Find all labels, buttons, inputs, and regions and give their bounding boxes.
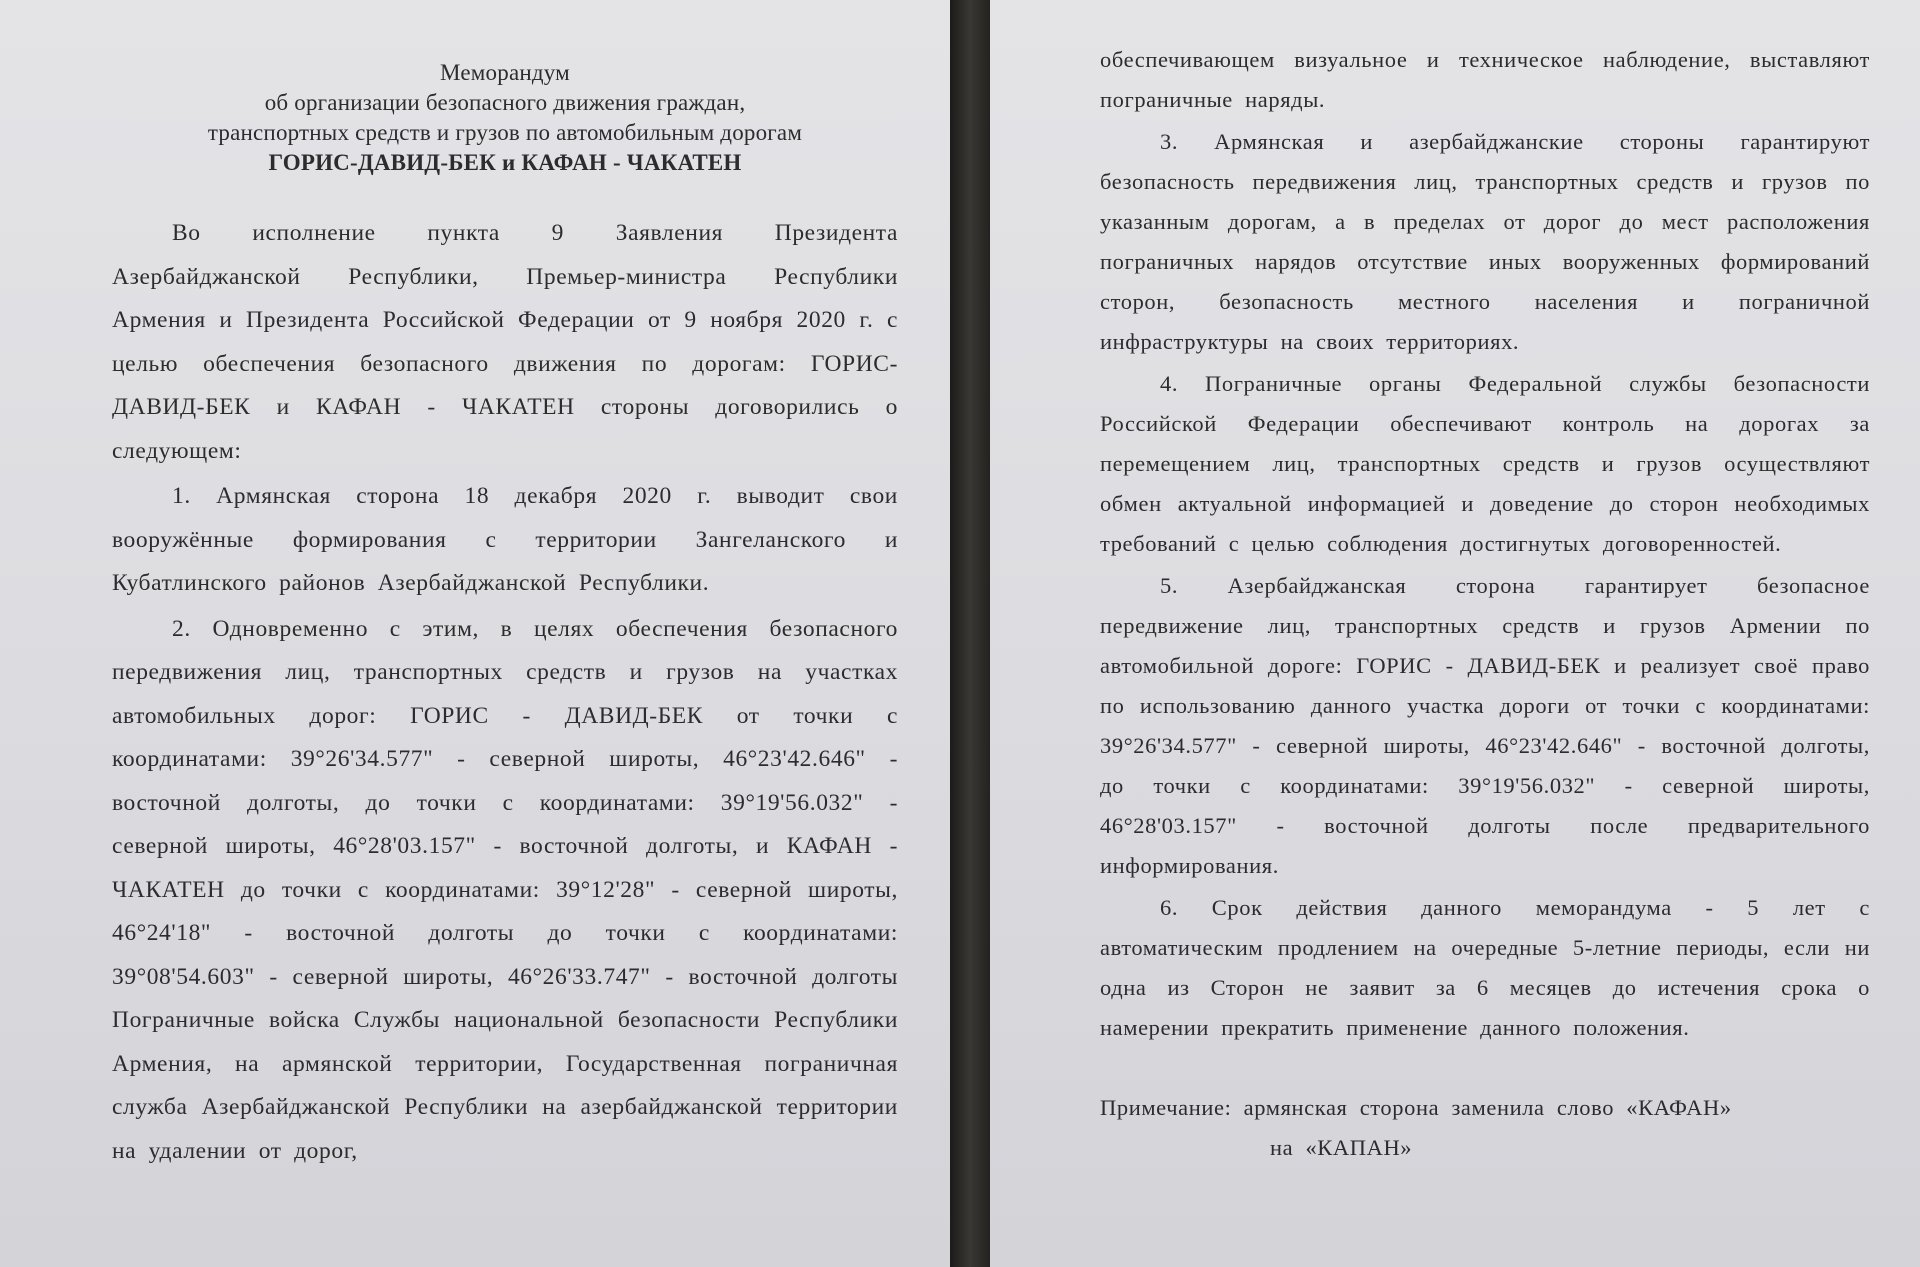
- memorandum-title: [112, 58, 898, 178]
- title-line-1: Меморандум: [440, 60, 570, 85]
- clause-4: 4. Пограничные органы Федеральной службы безопасности Российской Федерации обеспечивают контроль на дорогах за перемещением лиц, транспортных средств и грузов осуществляют обмен актуальной информацией и доведение до сторон необходимых требований с целью соблюдения достигнутых договоренностей.: [1100, 371, 1870, 556]
- intro-paragraph: Во исполнение пункта 9 Заявления Президента Азербайджанской Республики, Премьер-министра Республики Армения и Президента Российской Федерации от 9 ноября 2020 г. с целью обеспечения безопасного движения по дорогам: ГОРИС-ДАВИД-БЕК и КАФАН - ЧАКАТЕН стороны договорились о следующем:: [112, 220, 898, 464]
- clause-2-continuation: обеспечивающем визуальное и техническое наблюдение, выставляют пограничные наряды.: [1100, 47, 1870, 112]
- title-line-4: ГОРИС-ДАВИД-БЕК и КАФАН - ЧАКАТЕН: [268, 150, 742, 175]
- title-line-3: транспортных средств и грузов по автомобильным дорогам: [207, 120, 803, 145]
- note-line-2: на «КАПАН»: [1270, 1135, 1413, 1160]
- page-gap: [950, 0, 990, 1267]
- clause-6: 6. Срок действия данного меморандума - 5 лет с автоматическим продлением на очередные 5-летние периоды, если ни одна из Сторон не заявит за 6 месяцев до истечения срока о намерении прекратить применение данного положения.: [1100, 895, 1870, 1040]
- clause-2: 2. Одновременно с этим, в целях обеспечения безопасного передвижения лиц, транспортных средств и грузов на участках автомобильных дорог: ГОРИС - ДАВИД-БЕК от точки с координатами: 39°26'34.577" - северной широты, 46°23'42.646" - восточной долготы, до точки с координатами: 39°19'56.032" - северной широты, 46°28'03.157" - восточной долготы, и КАФАН - ЧАКАТЕН до точки с координатами: 39°12'28" - северной широты, 46°24'18" - восточной долготы до точки с координатами: 39°08'54.603" - северной широты, 46°26'33.747" - восточной долготы Пограничные войска Службы национальной безопасности Республики Армения, на армянской территории, Государственная пограничная служба Азербайджанской Республики на азербайджанской территории на удалении от дорог,: [112, 615, 898, 1164]
- memorandum-page-right: [990, 0, 1920, 1267]
- clause-3: 3. Армянская и азербайджанские стороны гарантируют безопасность передвижения лиц, транспортных средств и грузов по указанным дорогам, а в пределах от дорог до мест расположения пограничных нарядов отсутствие иных вооруженных формирований сторон, безопасность местного населения и пограничной инфраструктуры на своих территориях.: [1100, 129, 1870, 354]
- memorandum-page-left: [0, 0, 950, 1267]
- note-line-1: Примечание: армянская сторона заменила слово «КАФАН»: [1100, 1095, 1732, 1120]
- clause-5: 5. Азербайджанская сторона гарантирует безопасное передвижение лиц, транспортных средств и грузов Армении по автомобильной дороге: ГОРИС - ДАВИД-БЕК и реализует своё право по использованию данного участка дороги от точки с координатами: 39°26'34.577" - северной широты, 46°23'42.646" - восточной долготы, до точки с координатами: 39°19'56.032" - северной широты, 46°28'03.157" - восточной долготы после предварительного информирования.: [1100, 573, 1870, 878]
- title-line-2: об организации безопасного движения граждан,: [264, 90, 746, 115]
- clause-1: 1. Армянская сторона 18 декабря 2020 г. выводит свои вооружённые формирования с территории Зангеланского и Кубатлинского районов Азербайджанской Республики.: [112, 483, 898, 596]
